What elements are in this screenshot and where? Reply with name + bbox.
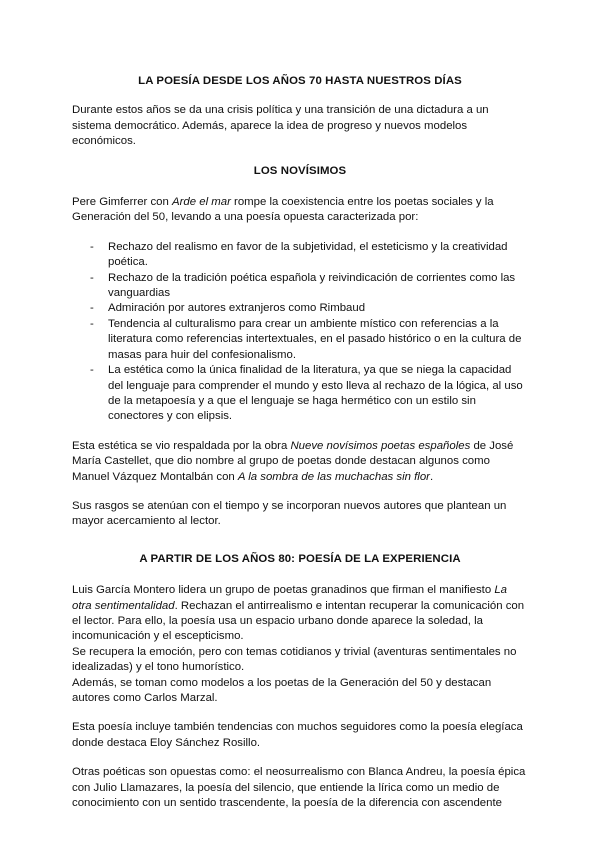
text-run: Esta estética se vio respaldada por la obra [72, 439, 291, 452]
text-run: . [429, 470, 434, 483]
section-heading-novisimos: LOS NOVÍSIMOS [253, 164, 347, 177]
characteristics-list [72, 240, 528, 425]
text-run: . Rechazan el antirrealismo e intentan recuperar la comunicación con el lector. Para ello, la poesía usa un espacio urbano donde aparece la soledad, la incomunicación y el escepticismo. [72, 599, 525, 643]
text-run: Luis García Montero lidera un grupo de poetas granadinos que firman el manifiesto [72, 584, 495, 597]
book-title-arde-el-mar: Arde el mar [172, 196, 231, 209]
bullet-dash: - [90, 240, 94, 253]
document-title: LA POESÍA DESDE LOS AÑOS 70 HASTA NUESTROS DÍAS [138, 75, 462, 87]
list-item [72, 240, 528, 271]
list-item-text: Tendencia al culturalismo para crear un ambiente místico con referencias a la literatura como referencias intertextuales, en el pasado histórico o en la cultura de masas para huir del confesionalismo. [108, 317, 522, 361]
intro-paragraph: Durante estos años se da una crisis política y una transición de una dictadura a un sistema democrático. Además, aparece la idea de progreso y nuevos modelos económicos. [72, 104, 489, 148]
experiencia-paragraph-2: Esta poesía incluye también tendencias con muchos seguidores como la poesía elegíaca donde destaca Eloy Sánchez Rosillo. [72, 721, 523, 749]
text-line: Se recupera la emoción, pero con temas cotidianos y trivial (aventuras sentimentales no idealizadas) y el tono humorístico. [72, 645, 517, 674]
novisimos-paragraph-3: Sus rasgos se atenúan con el tiempo y se incorporan nuevos autores que plantean un mayor acercamiento al lector. [72, 499, 507, 528]
experiencia-paragraph-3: Otras poéticas son opuestas como: el neosurrealismo con Blanca Andreu, la poesía épica con Julio Llamazares, la poesía del silencio, que entiende la lírica como un medio de conocimiento con un sentido trascendente, la poesía de la diferencia con ascendente [72, 766, 526, 810]
manifesto-title: La otra sentimentalidad [72, 584, 508, 612]
book-title-nueve-novisimos: Nueve novísimos poetas españoles [290, 439, 471, 452]
list-item [72, 301, 528, 316]
section-heading-experiencia: A PARTIR DE LOS AÑOS 80: POESÍA DE LA EXPERIENCIA [139, 552, 461, 565]
bullet-dash: - [90, 302, 94, 315]
book-title-a-la-sombra: A la sombra de las muchachas sin flor [237, 470, 430, 483]
bullet-dash: - [90, 271, 94, 284]
list-item [72, 317, 528, 363]
text-run: de José María Castellet, que dio nombre al grupo de poetas donde destacan algunos como Manuel Vázquez Montalbán con [72, 439, 514, 483]
bullet-dash: - [90, 317, 94, 330]
list-item-text: Admiración por autores extranjeros como Rimbaud [108, 302, 366, 315]
text-run: rompe la coexistencia entre los poetas sociales y la Generación del 50, levando a una poesía opuesta caracterizada por: [72, 196, 494, 224]
list-item-text: Rechazo de la tradición poética española y reivindicación de corrientes como las vanguardias [108, 271, 516, 300]
novisimos-paragraph-2 [72, 439, 528, 485]
bullet-dash: - [90, 364, 94, 377]
novisimos-paragraph-1 [72, 195, 528, 226]
text-line: Además, se toman como modelos a los poetas de la Generación del 50 y destacan autores como Carlos Marzal. [72, 676, 492, 704]
experiencia-paragraph-1 [72, 583, 528, 706]
list-item [72, 271, 528, 302]
list-item-text: Rechazo del realismo en favor de la subjetividad, el esteticismo y la creatividad poética. [108, 240, 508, 269]
text-run: Pere Gimferrer con [72, 196, 173, 209]
list-item-text: La estética como la única finalidad de la literatura, ya que se niega la capacidad del lenguaje para comprender el mundo y esto lleva al rechazo de la lógica, al uso de la metapoesía y a que el lenguaje se haga hermético con un estilo sin conectores y con elipsis. [108, 364, 523, 423]
list-item [72, 363, 528, 425]
